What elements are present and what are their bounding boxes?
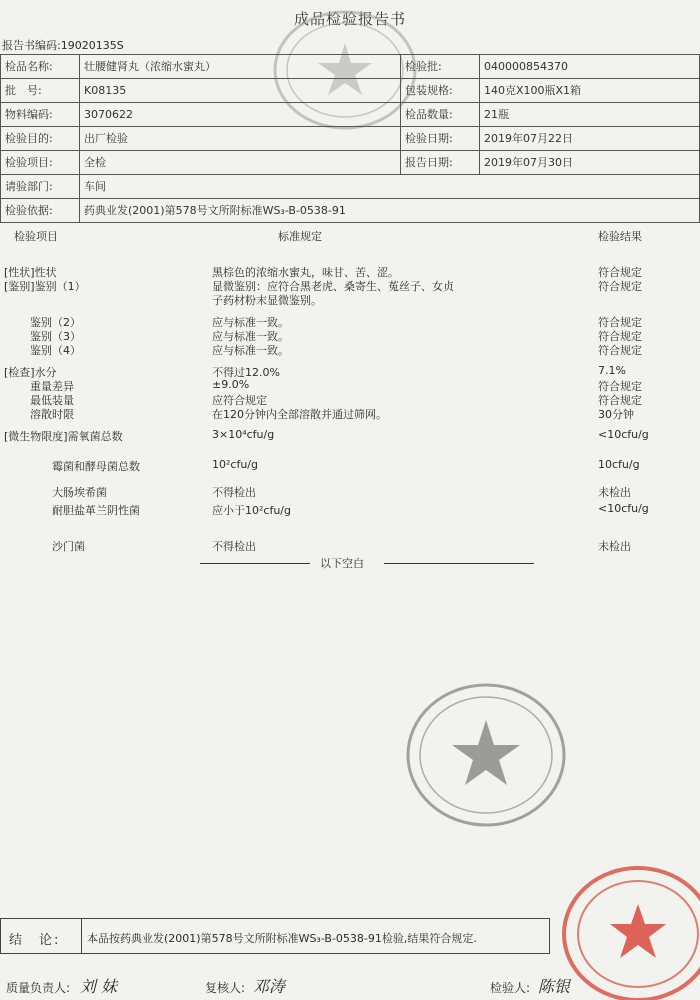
conclusion-label: 结 论: xyxy=(9,933,61,948)
row-standard: 子药材粉末显微鉴别。 xyxy=(212,294,322,307)
row-result: <10cfu/g xyxy=(598,502,649,515)
product-name-label: 检品名称: xyxy=(0,54,80,79)
row-result: 符合规定 xyxy=(598,316,642,329)
header-row-2 xyxy=(0,78,700,103)
reviewer-signature xyxy=(205,974,285,997)
row-item: 大肠埃希菌 xyxy=(52,486,107,499)
report-date-label: 报告日期: xyxy=(400,150,480,175)
purpose-value: 出厂检验 xyxy=(79,126,401,151)
header-row-6 xyxy=(0,174,700,199)
conclusion-text: 本品按药典业发(2001)第578号文所附标准WS₃-B-0538-91检验,结果符合规定. xyxy=(87,932,477,945)
row-result: 符合规定 xyxy=(598,330,642,343)
quality-name: 刘 妹 xyxy=(79,977,117,996)
conclusion-box xyxy=(0,918,550,954)
project-label: 检验项目: xyxy=(0,150,80,175)
row-result: 符合规定 xyxy=(598,344,642,357)
red-seal-icon xyxy=(558,862,700,1000)
inspect-date-label: 检验日期: xyxy=(400,126,480,151)
row-result: 7.1% xyxy=(598,364,626,377)
row-item: 霉菌和酵母菌总数 xyxy=(52,460,140,473)
row-standard: 应符合规定 xyxy=(212,394,267,407)
row-standard: 不得过12.0% xyxy=(212,366,280,379)
inspector-name: 陈银 xyxy=(537,977,570,996)
row-item: [检查]水分 xyxy=(4,366,57,379)
batch-value: K08135 xyxy=(79,78,401,103)
dept-label: 请验部门: xyxy=(0,174,80,199)
quantity-value: 21瓶 xyxy=(479,102,700,127)
row-item: [鉴别]鉴别（1） xyxy=(4,280,86,293)
product-name-value: 壮腰健肾丸（浓缩水蜜丸） xyxy=(79,54,401,79)
row-result: 符合规定 xyxy=(598,394,642,407)
inspect-date-value: 2019年07月22日 xyxy=(479,126,700,151)
page-title: 成品检验报告书 xyxy=(293,10,406,28)
header-row-1 xyxy=(0,54,700,79)
row-item: [性状]性状 xyxy=(4,266,57,279)
quantity-label: 检品数量: xyxy=(400,102,480,127)
inspect-batch-label: 检验批: xyxy=(400,54,480,79)
report-number-label: 报告书编码: xyxy=(2,39,61,52)
report-date-value: 2019年07月30日 xyxy=(479,150,700,175)
material-code-label: 物料编码: xyxy=(0,102,80,127)
row-standard: 应与标准一致。 xyxy=(212,330,289,343)
row-result: 符合规定 xyxy=(598,380,642,393)
header-row-5 xyxy=(0,150,700,175)
row-standard: 不得检出 xyxy=(212,540,256,553)
row-item: [微生物限度]需氧菌总数 xyxy=(4,430,123,443)
report-number xyxy=(2,37,124,53)
row-result: 30分钟 xyxy=(598,408,634,421)
column-item-header: 检验项目 xyxy=(14,230,58,243)
row-result: 10cfu/g xyxy=(598,458,640,471)
row-standard: 应与标准一致。 xyxy=(212,344,289,357)
report-number-value: 19020135S xyxy=(60,39,124,52)
row-standard: 不得检出 xyxy=(212,486,256,499)
blank-line-right xyxy=(384,563,534,564)
quality-label: 质量负责人: xyxy=(6,981,71,995)
column-standard-header: 标准规定 xyxy=(278,230,322,243)
reviewer-label: 复核人: xyxy=(205,981,246,995)
row-standard: 应与标准一致。 xyxy=(212,316,289,329)
company-seal-gray-icon xyxy=(404,680,568,830)
inspect-batch-value: 040000854370 xyxy=(479,54,700,79)
inspector-label: 检验人: xyxy=(490,981,531,995)
row-result: <10cfu/g xyxy=(598,428,649,441)
project-value: 全检 xyxy=(79,150,401,175)
row-item: 重量差异 xyxy=(30,380,74,393)
package-value: 140克X100瓶X1箱 xyxy=(479,78,700,103)
header-row-3 xyxy=(0,102,700,127)
purpose-label: 检验目的: xyxy=(0,126,80,151)
row-item: 耐胆盐革兰阴性菌 xyxy=(52,504,140,517)
blank-marker: 以下空白 xyxy=(320,557,364,570)
quality-signature xyxy=(6,974,117,997)
row-standard: 应小于10²cfu/g xyxy=(212,504,291,517)
dept-value: 车间 xyxy=(79,174,700,199)
row-standard: 在120分钟内全部溶散并通过筛网。 xyxy=(212,408,387,421)
row-standard: 3×10⁴cfu/g xyxy=(212,428,275,441)
material-code-value: 3070622 xyxy=(79,102,401,127)
column-result-header: 检验结果 xyxy=(598,230,642,243)
row-standard: 10²cfu/g xyxy=(212,458,258,471)
row-standard: ±9.0% xyxy=(212,378,250,391)
header-row-4 xyxy=(0,126,700,151)
row-result: 未检出 xyxy=(598,540,631,553)
basis-value: 药典业发(2001)第578号文所附标准WS₃-B-0538-91 xyxy=(79,198,700,223)
reviewer-name: 邓涛 xyxy=(252,977,285,996)
row-result: 符合规定 xyxy=(598,280,642,293)
row-item: 鉴别（4） xyxy=(30,344,81,357)
batch-label: 批 号: xyxy=(0,78,80,103)
basis-label: 检验依据: xyxy=(0,198,80,223)
row-item: 鉴别（3） xyxy=(30,330,81,343)
row-result: 符合规定 xyxy=(598,266,642,279)
conclusion-divider xyxy=(81,919,82,953)
row-item: 鉴别（2） xyxy=(30,316,81,329)
row-result: 未检出 xyxy=(598,486,631,499)
blank-line-left xyxy=(200,563,310,564)
header-row-7 xyxy=(0,198,700,223)
row-item: 最低装量 xyxy=(30,394,74,407)
row-standard: 黑棕色的浓缩水蜜丸，味甘、苦、涩。 xyxy=(212,266,399,279)
inspector-signature xyxy=(490,974,570,997)
row-item: 溶散时限 xyxy=(30,408,74,421)
package-label: 包装规格: xyxy=(400,78,480,103)
row-item: 沙门菌 xyxy=(52,540,85,553)
row-standard: 显微鉴别：应符合黑老虎、桑寄生、菟丝子、女贞 xyxy=(212,280,454,293)
